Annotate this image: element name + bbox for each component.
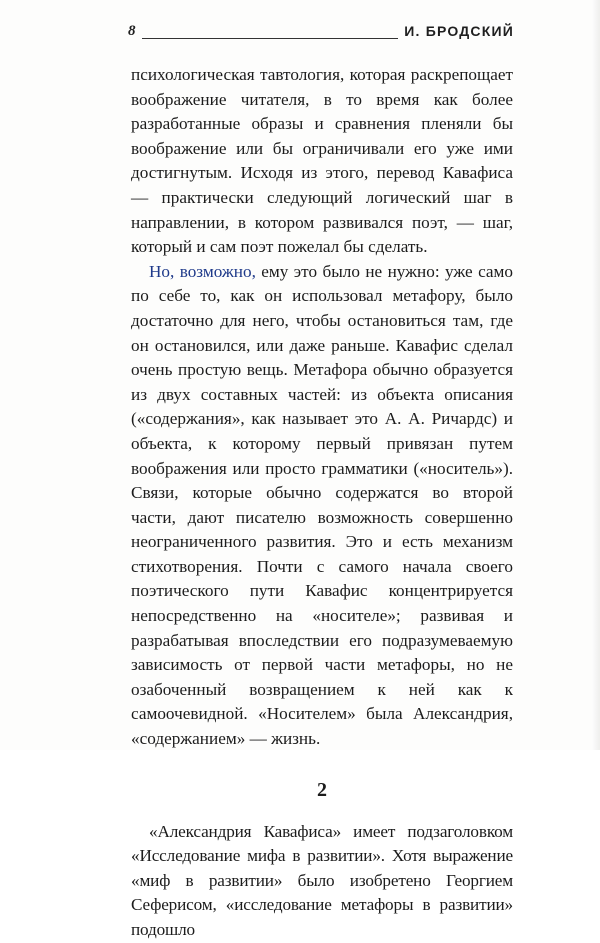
paragraph-1: психологическая тавтология, которая раскрепощает воображение читателя, в то время как более разработанные образы и сравнения пленяли бы воображение или бы ограничивали его уже ими достигнутым. Исходя из этого, перевод Кавафиса — практически следующий логический шаг в направлении, в котором развивался поэт, — шаг, который и сам поэт пожелал бы сделать. [131,65,513,257]
page-number: 8 [128,23,136,39]
paragraph-2-lead: Но, возможно, [149,261,256,281]
section-number: 2 [317,778,327,801]
section-2-paragraph: «Александрия Кавафиса» имеет подзаголовком «Исследование мифа в развитии». Хотя выражение «миф в развитии» было изобретено Георгием Сеферисом, «исследование метафоры в развитии» подошло [131,821,513,939]
paragraph-2 [131,260,513,752]
paragraph-2-body: ему это было не нужно: уже само по себе то, как он использовал метафору, было достаточно для него, чтобы остановиться там, где он остановился, или даже раньше. Кавафис сделал очень простую вещь. Метафора обычно образуется из двух составных частей: из объекта описания («содержания», как называет это А. А. Ричардс) и объекта, к которому первый привязан путем воображения или просто грамматики («носитель»). Связи, которые обычно содержатся во второй части, дают писателю возможность совершенно неограниченного развития. Это и есть механизм стихотворения. Почти с самого начала своего поэтического пути Кавафис концентрируется непосредственно на «носителе»; развивая и разрабатывая впоследствии его подразумеваемую зависимость от первой части метафоры, но не озабоченный возвращением к ней как к самоочевидной. «Носителем» была Александрия, «содержанием» — жизнь. [131,261,514,749]
running-head [128,23,514,45]
header-rule [142,38,398,39]
page-edge-shadow [592,0,600,750]
body-text [131,63,513,943]
running-head-author: И. БРОДСКИЙ [404,23,514,39]
